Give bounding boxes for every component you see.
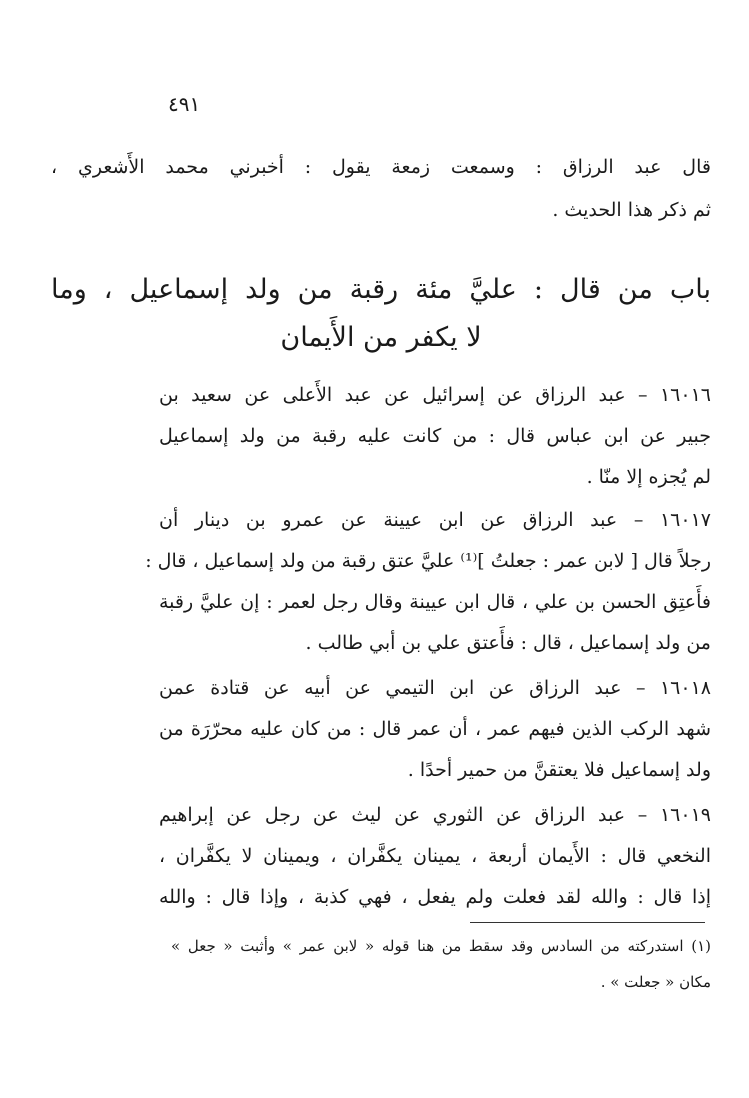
intro-line: ثم ذكر هذا الحديث . — [552, 199, 711, 221]
hadith-16016 — [159, 375, 711, 498]
hadith-line: ١٦٠١٨ – عبد الرزاق عن ابن التيمي عن أبيه عن قتادة عمن — [159, 677, 711, 699]
hadith-16019 — [159, 795, 711, 918]
hadith-16018 — [159, 668, 711, 791]
hadith-line: فأَعتِق الحسن بن علي ، قال ابن عيينة وقال رجل لعمر : إن عليَّ رقبة — [159, 591, 711, 613]
hadith-line: رجلاً قال [ لابن عمر : جعلتُ ]⁽¹⁾ عليَّ عتق رقبة من ولد إسماعيل ، قال : — [145, 550, 711, 572]
hadith-line: ١٦٠١٧ – عبد الرزاق عن ابن عيينة عن عمرو بن دينار أن — [159, 509, 711, 531]
hadith-line: ولد إسماعيل فلا يعتقنَّ من حمير أحدًا . — [407, 759, 711, 781]
hadith-line: إذا قال : والله لقد فعلت ولم يفعل ، فهي كذبة ، وإذا قال : والله — [159, 886, 711, 908]
hadith-line: ١٦٠١٩ – عبد الرزاق عن الثوري عن ليث عن رجل عن إبراهيم — [159, 804, 711, 826]
footnote-line: مكان « جعلت » . — [600, 973, 711, 991]
hadith-line: من ولد إسماعيل ، قال : فأَعتق علي بن أبي طالب . — [305, 632, 711, 654]
hadith-line: جبير عن ابن عباس قال : من كانت عليه رقبة من ولد إسماعيل — [159, 425, 711, 447]
intro-paragraph — [51, 146, 711, 232]
chapter-heading-line: باب من قال : عليَّ مئة رقبة من ولد إسماعيل ، وما — [51, 274, 711, 305]
hadith-line: شهد الركب الذين فيهم عمر ، أن عمر قال : من كان عليه محرّرَة من — [159, 718, 711, 740]
hadith-line: النخعي قال : الأَيمان أربعة ، يمينان يكفَّران ، ويمينان لا يكفَّران ، — [159, 845, 711, 867]
intro-line: قال عبد الرزاق : وسمعت زمعة يقول : أخبرني محمد الأَشعري ، — [51, 156, 711, 178]
hadith-line: ١٦٠١٦ – عبد الرزاق عن إسرائيل عن عبد الأَعلى عن سعيد بن — [159, 384, 711, 406]
footnote-line: (١) استدركته من السادس وقد سقط من هنا قوله « لابن عمر » وأثبت « جعل » — [171, 937, 711, 955]
footnote — [171, 928, 711, 1000]
chapter-heading-line: لا يكفر من الأَيمان — [280, 322, 482, 353]
footnote-divider — [470, 922, 705, 923]
hadith-16017 — [145, 500, 711, 664]
chapter-heading — [51, 266, 711, 362]
page-number: ٤٩١ — [168, 92, 201, 116]
hadith-line: لم يُجزه إلا منّا . — [586, 466, 711, 488]
